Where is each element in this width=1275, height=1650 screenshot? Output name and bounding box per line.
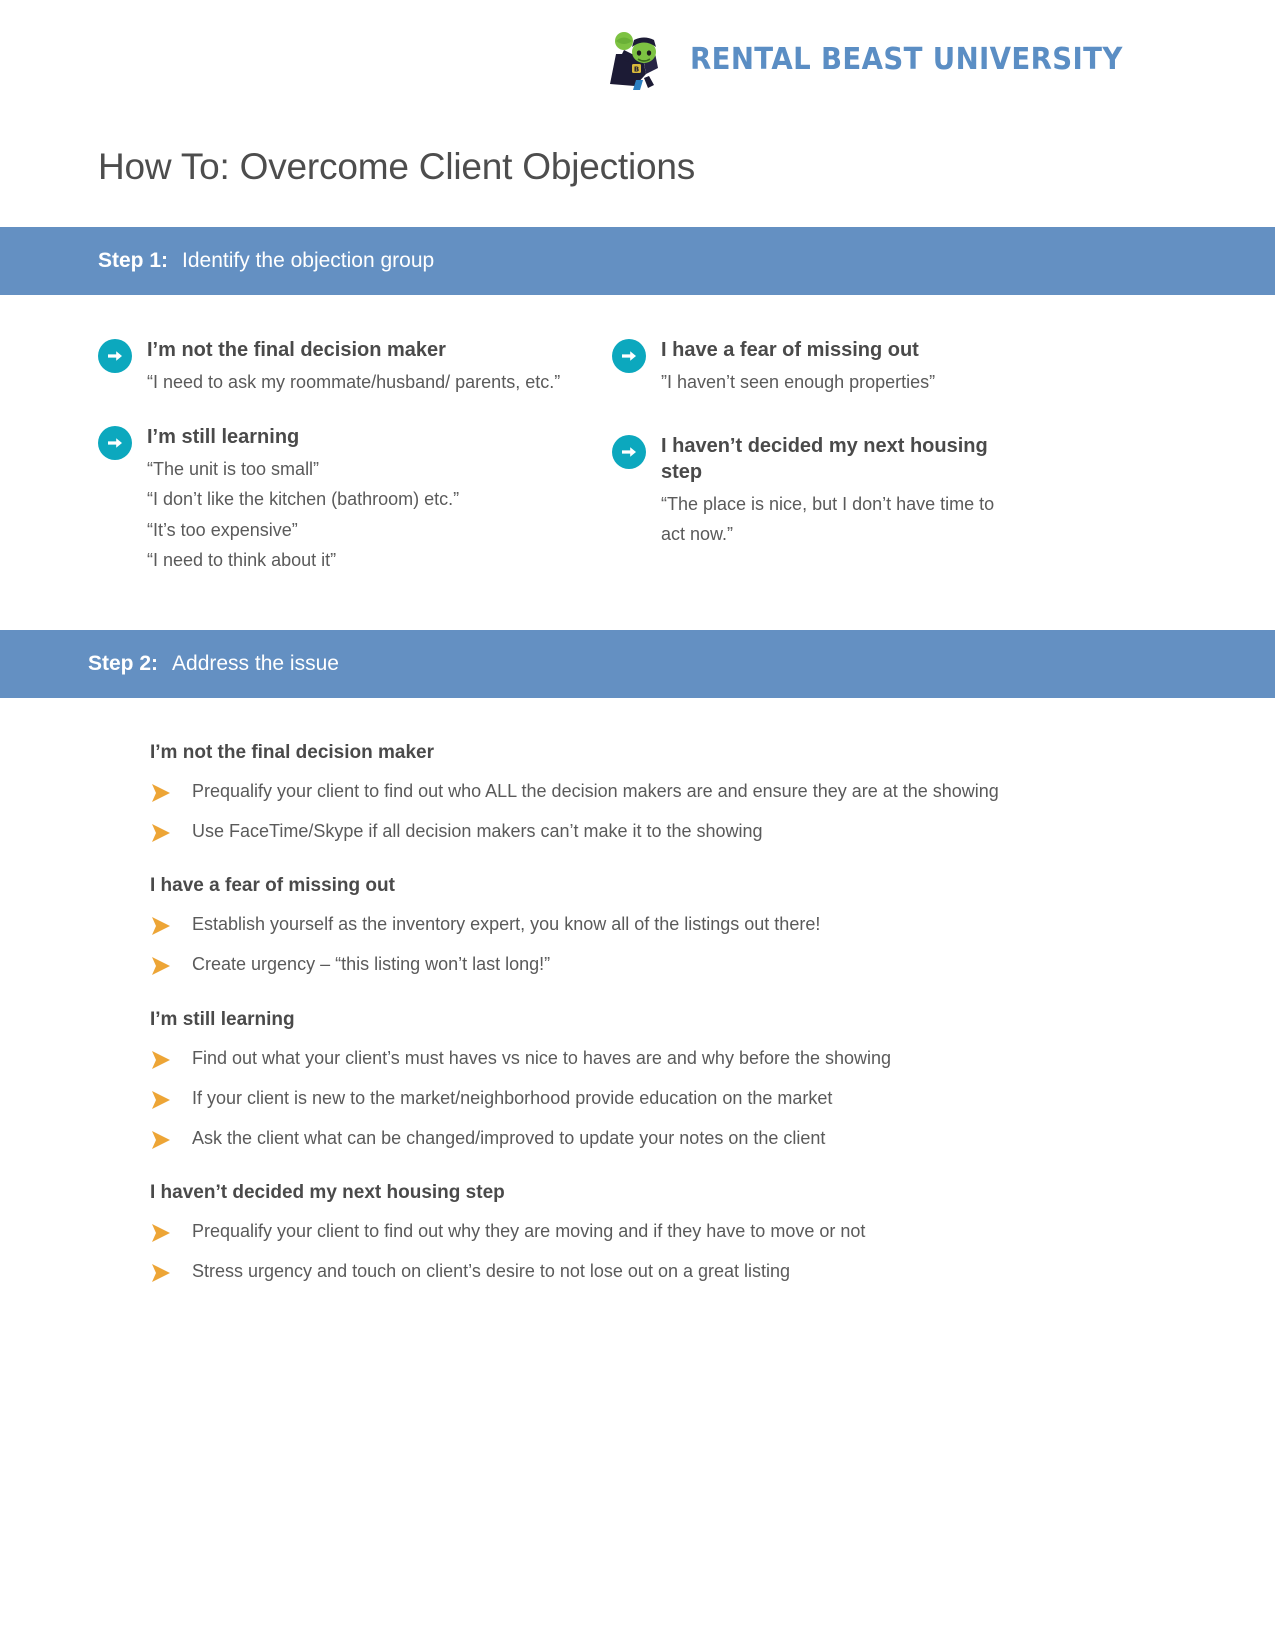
objection-quote: ”I haven’t seen enough properties” (661, 372, 936, 392)
step-1-banner (0, 227, 1275, 295)
objection-quote: “The unit is too small” (147, 459, 320, 480)
advice-text: Establish yourself as the inventory expert, you know all of the listings out there! (192, 914, 821, 935)
svg-text:B: B (633, 65, 639, 74)
objection-body (147, 337, 560, 397)
objection-body (661, 337, 935, 397)
advice-bullet (150, 911, 1275, 937)
advice-bullet (150, 951, 1275, 977)
advice-heading: I’m still learning (150, 1008, 295, 1030)
triangle-bullet-icon (150, 1130, 172, 1150)
advice-bullet (150, 778, 1275, 804)
advice-text: Prequalify your client to find out why they are moving and if they have to move or not (192, 1220, 866, 1241)
triangle-bullet-icon (150, 1223, 172, 1243)
step-2-label: Step 2: (88, 652, 159, 676)
objection-group-grid (0, 295, 1275, 601)
advice-section (150, 1182, 1275, 1284)
arrow-right-circle-icon (612, 339, 646, 373)
triangle-bullet-icon (150, 1050, 172, 1070)
triangle-bullet-icon (150, 783, 172, 803)
objection-body (147, 424, 459, 575)
arrow-right-circle-icon (98, 426, 132, 460)
objection-quote: “I don’t like the kitchen (bathroom) etc.” (147, 489, 460, 510)
advice-text: Prequalify your client to find out who ALL the decision makers are and ensure they are at the showing (192, 781, 999, 802)
objection-quote: “It’s too expensive” (147, 519, 298, 540)
objection-body (661, 433, 1013, 549)
advice-heading: I haven’t decided my next housing step (150, 1181, 505, 1203)
arrow-right-circle-icon (98, 339, 132, 373)
advice-text: Find out what your client’s must haves vs nice to haves are and why before the showing (192, 1047, 892, 1068)
objection-column-right (603, 337, 1275, 601)
objection-quote: “I need to think about it” (147, 549, 337, 570)
advice-bullet (150, 1125, 1275, 1151)
step-2-banner (0, 630, 1275, 698)
page-header (0, 0, 1275, 118)
objection-quote: “I need to ask my roommate/husband/ parents, etc.” (147, 372, 561, 392)
advice-heading: I have a fear of missing out (150, 875, 395, 897)
objection-heading: I’m not the final decision maker (147, 339, 446, 361)
objection-item (98, 424, 603, 575)
advice-section (150, 875, 1275, 977)
advice-text: Stress urgency and touch on client’s desire to not lose out on a great listing (192, 1260, 791, 1281)
triangle-bullet-icon (150, 1090, 172, 1110)
objection-item (98, 337, 603, 397)
beast-mascot-icon (602, 28, 674, 90)
advice-text: If your client is new to the market/neighborhood provide education on the market (192, 1087, 833, 1108)
advice-bullet (150, 1218, 1275, 1244)
triangle-bullet-icon (150, 916, 172, 936)
objection-column-left (98, 337, 603, 601)
objection-item (612, 337, 1275, 397)
advice-section (150, 742, 1275, 844)
triangle-bullet-icon (150, 1263, 172, 1283)
advice-text: Create urgency – “this listing won’t last long!” (192, 954, 551, 975)
advice-text: Ask the client what can be changed/improved to update your notes on the client (192, 1127, 826, 1148)
brand-name: RENTAL BEAST UNIVERSITY (689, 41, 1123, 77)
objection-item (612, 433, 1275, 549)
advice-bullet (150, 818, 1275, 844)
triangle-bullet-icon (150, 823, 172, 843)
objection-heading: I’m still learning (147, 426, 300, 449)
step-1-title: Identify the objection group (182, 249, 435, 272)
address-issue-sections (0, 698, 1275, 1284)
step-1-label: Step 1: (98, 249, 169, 272)
page-title: How To: Overcome Client Objections (98, 146, 696, 187)
objection-quote: “The place is nice, but I don’t have time to act now.” (661, 494, 995, 545)
step-2-title: Address the issue (172, 652, 339, 676)
triangle-bullet-icon (150, 956, 172, 976)
advice-bullet (150, 1258, 1275, 1284)
advice-bullet (150, 1045, 1275, 1071)
advice-bullet (150, 1085, 1275, 1111)
arrow-right-circle-icon (612, 435, 646, 469)
advice-section (150, 1009, 1275, 1151)
objection-heading: I haven’t decided my next housing step (661, 435, 988, 484)
advice-text: Use FaceTime/Skype if all decision makers can’t make it to the showing (192, 821, 763, 842)
brand-lockup (602, 28, 1160, 90)
advice-heading: I’m not the final decision maker (150, 742, 435, 764)
objection-heading: I have a fear of missing out (661, 339, 919, 361)
